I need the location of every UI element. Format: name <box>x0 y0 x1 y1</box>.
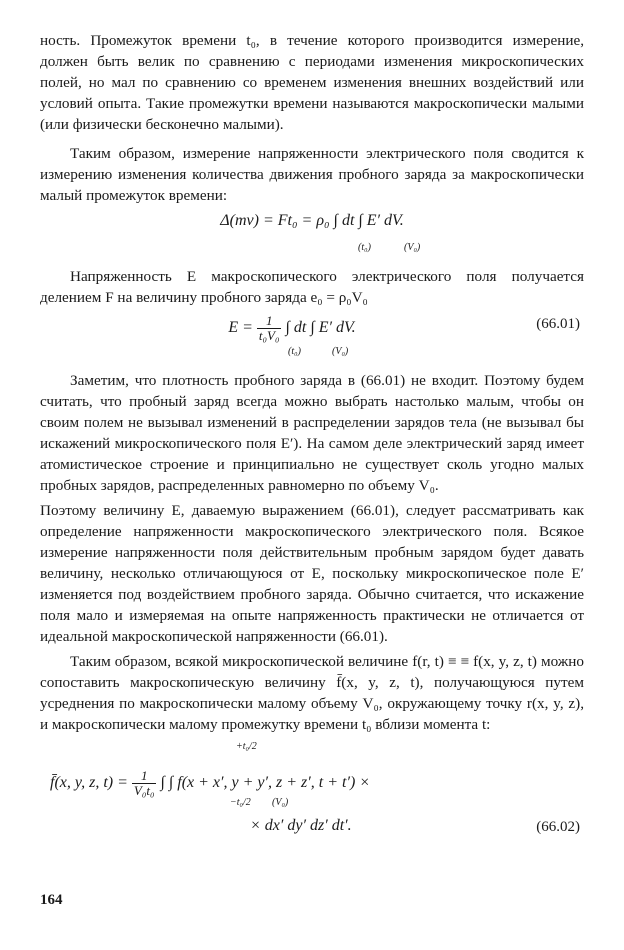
eq2-rhs: ∫ dt ∫ E′ dV. <box>285 319 356 337</box>
limit-t0: (t₀) <box>358 242 371 253</box>
eq3-lhs: f̄(x, y, z, t) = <box>50 774 128 792</box>
eq3-limit-v0: (V₀) <box>272 797 289 808</box>
paragraph-1: ность. Промежуток времени t₀, в течение которого производится измерение, должен быть велик по сравнению с периодами изменения микроскопических полей, но мал по сравнению со временем изменения внешних воздействий или условий опыта. Такие промежутки времени называются макроскопически малыми (или физически бесконечно малыми). <box>40 32 584 133</box>
eq2-lhs: E = <box>228 319 253 337</box>
limit-v0: (V₀) <box>404 242 421 253</box>
eq2-limit-t0: (t₀) <box>288 346 301 357</box>
eq3-line2: × dx′ dy′ dz′ dt′. <box>250 817 352 834</box>
equation-momentum <box>40 206 584 266</box>
equation-66-01 <box>40 308 584 370</box>
eq3-numerator: 1 <box>132 769 157 784</box>
eq3-upper-limit: +t₀/2 <box>236 741 257 752</box>
equation-number-66-01: (66.01) <box>536 316 580 332</box>
eq2-fraction <box>257 314 282 343</box>
eq2-limit-v0: (V₀) <box>332 346 349 357</box>
eq2-numerator: 1 <box>257 314 282 329</box>
equation-66-02 <box>40 735 584 845</box>
paragraph-6: Таким образом, всякой микроскопической величине f(r, t) ≡ ≡ f(x, y, z, t) можно сопоставить макроскопическую величину f̄(x, y, z, t), получающуюся путем усреднения по макроскопически малому объему V₀, окружающему точку r(x, y, z), и макроскопически малому промежутку времени t₀ вблизи момента t: <box>40 653 584 733</box>
eq3-rhs: ∫ ∫ f(x + x′, y + y′, z + z′, t + t′) × <box>160 774 371 792</box>
eq2-denominator: t₀V₀ <box>258 328 280 343</box>
equation-number-66-02: (66.02) <box>536 819 580 835</box>
equation-momentum-body: Δ(mv) = Ft₀ = ρ₀ ∫ dt ∫ E′ dV. <box>220 212 404 229</box>
eq3-lower-limit: −t₀/2 <box>230 797 251 808</box>
page-body <box>40 30 584 845</box>
paragraph-3: Напряженность E макроскопического электрического поля получается делением F на величину пробного заряда e₀ = ρ₀V₀ <box>40 268 584 306</box>
eq3-denominator: V₀t₀ <box>133 783 155 798</box>
paragraph-4: Заметим, что плотность пробного заряда в (66.01) не входит. Поэтому будем считать, что пробный заряд всегда можно выбрать настолько малым, чтобы он своим полем не вызывал изменений в распределении зарядов тела (не вызывал бы искажений микроскопического поля E′). На самом деле электрический заряд имеет атомистическое строение и принципиально не существует сколь угодно малых пробных зарядов, распределенных равномерно по объему V₀. <box>40 372 584 494</box>
page-number: 164 <box>40 892 63 908</box>
eq3-fraction <box>132 769 157 798</box>
paragraph-2: Таким образом, измерение напряженности электрического поля сводится к измерению изменения количества движения пробного заряда за макроскопически малый промежуток времени: <box>40 145 584 204</box>
paragraph-5: Поэтому величину E, даваемую выражением (66.01), следует рассматривать как определение напряженности макроскопического электрического поля. Всякое измерение напряженности поля действительным пробным зарядом будет давать величину, несколько отличающуюся от E, поскольку микроскопическое поле E′ изменяется под воздействием пробного заряда. Обычно считается, что искажение поля мало и измеряемая на опыте напряженность практически не отличается от идеальной макроскопической напряженности (66.01). <box>40 502 584 645</box>
